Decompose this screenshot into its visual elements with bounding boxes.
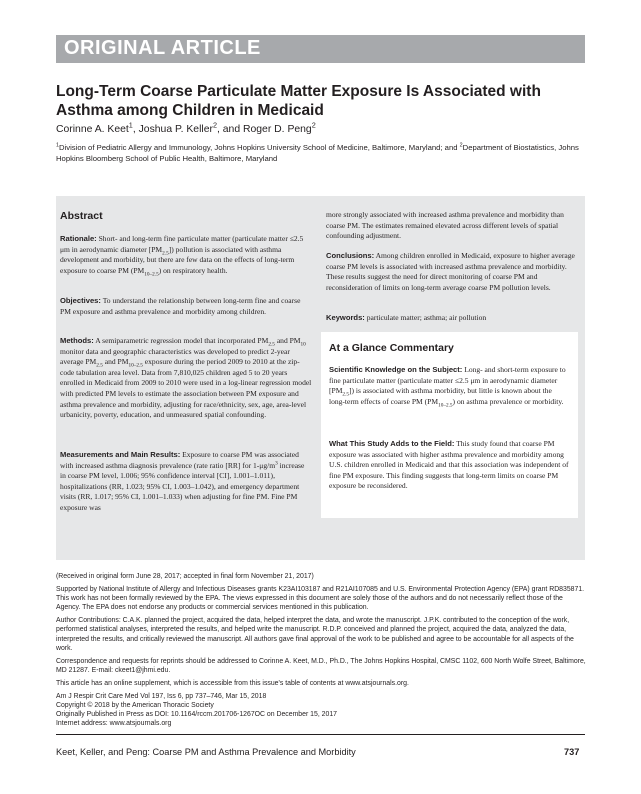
paragraph-text: This study found that coarse PM exposure was associated with higher asthma prevalence and morbidity among U.S. children enrolled in Medicaid and that this association was independent of fine PM exposure. This finding suggests that long-term limits on coarse PM exposure be reconsidered. — [329, 439, 569, 491]
received-note: (Received in original form June 28, 2017; accepted in final form November 21, 2017) — [56, 573, 314, 580]
at-a-glance-box — [321, 332, 578, 518]
running-title: Keet, Keller, and Peng: Coarse PM and Asthma Prevalence and Morbidity — [56, 747, 356, 757]
journal-citation: Am J Respir Crit Care Med Vol 197, Iss 6, pp 737–746, Mar 15, 2018 — [56, 693, 267, 701]
abstract-heading: Abstract — [60, 210, 103, 222]
author-separator: , — [132, 124, 139, 135]
author-separator: , and — [216, 124, 243, 135]
subscript: 2.5 — [342, 391, 350, 398]
article-title — [56, 82, 576, 120]
keywords-text: particulate matter; asthma; air pollution — [364, 313, 487, 322]
paragraph-text: Among children enrolled in Medicaid, exposure to higher average coarse PM levels is associated with increased asthma prevalence and morbidity. These results suggest the need for direct monitoring of coarse PM and reconsideration of limits on long-term average coarse PM pollution levels. — [326, 251, 575, 292]
subscript: 10–2.5 — [438, 402, 453, 409]
section-label: Scientific Knowledge on the Subject: — [329, 365, 463, 374]
objectives-paragraph — [60, 296, 312, 317]
study-adds-paragraph — [329, 439, 569, 492]
paragraph-text: ) on respiratory health. — [158, 265, 228, 275]
subscript: 2.5 — [162, 250, 169, 257]
copyright-line: Copyright © 2018 by the American Thoracic Society — [56, 702, 214, 710]
paragraph-text: monitor data and geographic characteristics was developed to predict 2-year average PM — [60, 346, 290, 367]
title-line-2: Asthma among Children in Medicaid — [56, 102, 324, 119]
article-type-label: ORIGINAL ARTICLE — [64, 37, 261, 59]
page-number: 737 — [564, 747, 580, 757]
at-a-glance-heading: At a Glance Commentary — [329, 342, 454, 354]
scientific-knowledge-paragraph — [329, 365, 569, 407]
measurements-paragraph — [60, 450, 312, 514]
subscript: 10 — [300, 341, 306, 348]
footer-divider — [56, 734, 585, 735]
paragraph-text: Exposure to coarse PM was associated with increased asthma diagnosis prevalence (rate ratio [RR] for 1-μg/m — [60, 450, 299, 470]
methods-paragraph — [60, 336, 312, 421]
subscript: 10–2.5 — [144, 271, 159, 278]
rationale-paragraph — [60, 234, 312, 276]
author-name: Corinne A. Keet — [56, 124, 129, 135]
paragraph-text: ]) pollution is associated with asthma development and morbidity, but there are few data on the effects of long-term exposure to coarse PM (PM — [60, 244, 295, 275]
subscript: 2.5 — [268, 341, 275, 348]
paragraph-text: A semiparametric regression model that incorporated PM — [93, 336, 269, 345]
paragraph-text: ]) is associated with asthma morbidity, but little is known about the long-term effects of coarse PM (PM — [329, 386, 552, 406]
section-label: Objectives: — [60, 296, 101, 305]
conclusions-paragraph — [326, 251, 578, 293]
paragraph-text: and PM — [274, 336, 301, 345]
abstract-panel — [56, 196, 585, 560]
title-line-1: Long-Term Coarse Particulate Matter Exposure Is Associated with — [56, 83, 541, 100]
paragraph-text: Long- and short-term exposure to fine particulate matter (particulate matter ≤2.5 μm in aerodynamic diameter [PM — [329, 365, 566, 396]
supplement-note: This article has an online supplement, which is accessible from this issue's table of contents at www.atsjournals.org. — [56, 679, 409, 687]
paragraph-text: and PM — [102, 357, 129, 367]
author-affiliation-mark: 1 — [128, 120, 133, 130]
section-label: Methods: — [60, 336, 94, 345]
funding-note: Supported by National Institute of Allergy and Infectious Diseases grants K23AI103187 and R21AI107085 and U.S. Environmental Protection Agency (EPA) grant RD835871. This work has not been formally reviewed by the EPA. The views expressed in this document are solely those of the authors and do not necessarily reflect those of the Agency. The EPA does not endorse any products or commercial services mentioned in this publication. — [56, 586, 585, 612]
affiliation-mark: 1 — [56, 142, 59, 149]
superscript: 3 — [275, 460, 278, 467]
author-affiliation-mark: 2 — [311, 120, 316, 130]
author-affiliation-mark: 2 — [212, 120, 217, 130]
measurements-continued: more strongly associated with increased asthma prevalence and morbidity than coarse PM. The estimates remained elevated across different levels of spatial confounding adjustment. — [326, 210, 564, 241]
section-label: What This Study Adds to the Field: — [329, 439, 455, 448]
affiliation-text: Department of Biostatistics, Johns Hopkins Bloomberg School of Public Health, Baltimore, Maryland — [56, 143, 579, 163]
author-name: Roger D. Peng — [242, 124, 312, 135]
paragraph-text: increase in coarse PM level, 1.006; 95% confidence interval [CI], 1.001–1.011), hospitalizations (RR, 1.023; 95% CI, 1.003–1.042), and emergency department visits (RR, 1.017; 95% CI, 1.001–1.033) when adjusting for fine PM. Fine PM exposure was — [60, 460, 305, 512]
internet-address: Internet address: www.atsjournals.org — [56, 720, 172, 728]
article-type-banner — [56, 35, 585, 63]
paragraph-text: To understand the relationship between long-term fine and coarse PM exposure and asthma prevalence and morbidity among children. — [60, 296, 301, 316]
section-label: Conclusions: — [326, 251, 375, 260]
doi-line: Originally Published in Press as DOI: 10.1164/rccm.201706-1267OC on December 15, 2017 — [56, 711, 338, 719]
affiliations — [56, 143, 586, 164]
paragraph-text: ) on asthma prevalence or morbidity. — [452, 396, 564, 406]
affiliation-text: Division of Pediatric Allergy and Immunology, Johns Hopkins University School of Medicine, Baltimore, Maryland; and — [59, 143, 460, 152]
correspondence-note: Correspondence and requests for reprints should be addressed to Corinne A. Keet, M.D., Ph.D., The Johns Hopkins Hospital, CMSC 1102, 600 North Wolfe Street, Baltimore, MD 21287. E-mail: ckeet1@jhmi.edu. — [56, 657, 586, 674]
section-label: Rationale: — [60, 234, 97, 243]
keywords-paragraph — [326, 313, 578, 324]
author-list — [56, 120, 576, 135]
paragraph-text: exposure during the period 2009 to 2010 at the zip-code tabulation area level. Data from 7,810,025 children aged 5 to 20 years enrolled in Medicaid from 2009 to 2010 were used in a log-linear regression model with predicted PM levels to estimate the association between PM exposure and asthma prevalence and morbidity, adjusting for race/ethnicity, sex, age, area-level urbanicity, poverty, education, and unmeasured spatial confounding. — [60, 357, 312, 420]
author-contributions: Author Contributions: C.A.K. planned the project, acquired the data, helped interpret the data, and wrote the manuscript. J.P.K. contributed to the conception of the work, performed statistical analyses, interpreted the results, and helped write the manuscript. R.D.P. conceived and planned the project, acquired the data, analyzed the data, interpreted the results, and critically reviewed the manuscript. All authors gave final approval of the work to be published and agree to be accountable for all aspects of the work. — [56, 617, 574, 652]
section-label: Measurements and Main Results: — [60, 450, 181, 459]
affiliation-mark: 2 — [459, 142, 463, 149]
subscript: 2.5 — [96, 362, 103, 369]
author-name: Joshua P. Keller — [138, 124, 213, 135]
section-label: Keywords: — [326, 313, 365, 322]
subscript: 10–2.5 — [128, 362, 143, 369]
paragraph-text: Short- and long-term fine particulate matter (particulate matter ≤2.5 μm in aerodynamic diameter [PM — [60, 234, 304, 254]
article-footnotes — [56, 572, 586, 728]
